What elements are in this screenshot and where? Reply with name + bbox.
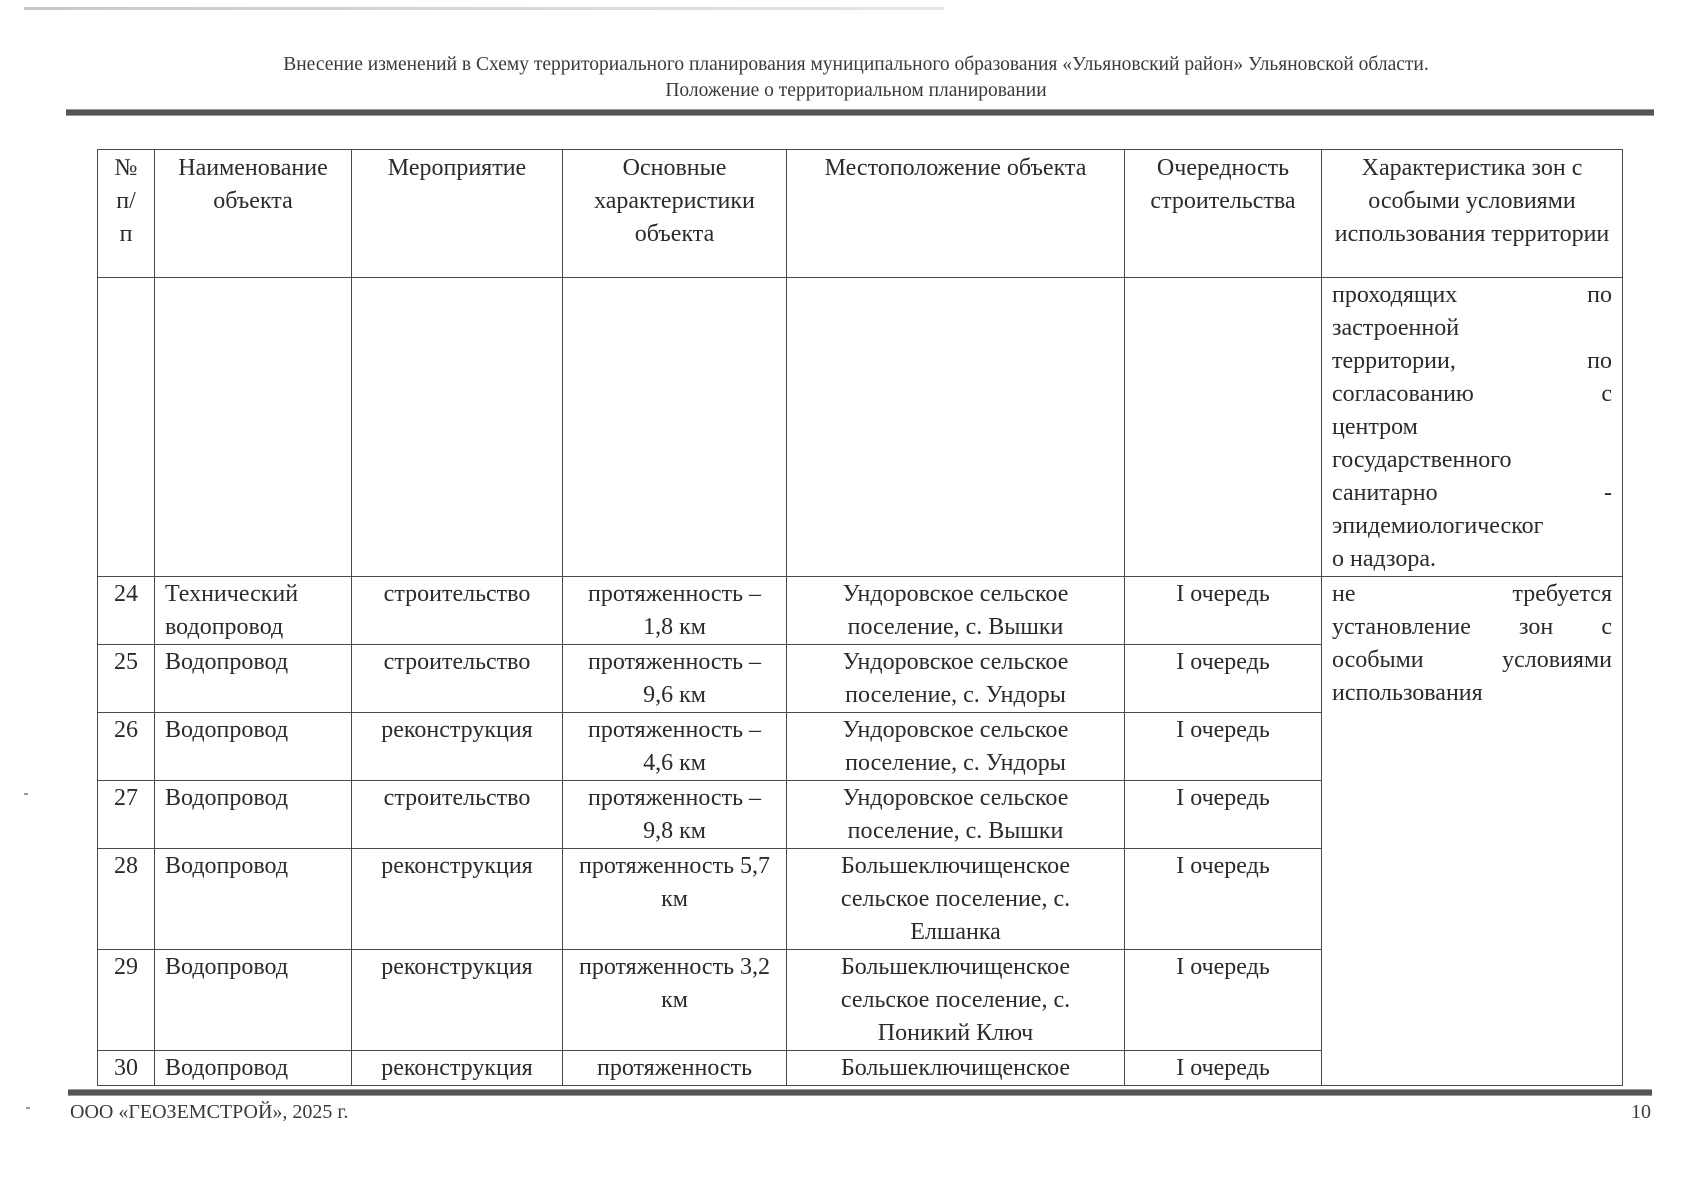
row-number: 25 (98, 645, 155, 713)
footer-company: ООО «ГЕОЗЕМСТРОЙ», 2025 г. (70, 1101, 349, 1123)
scan-edge-line (24, 7, 944, 10)
row-number: 26 (98, 713, 155, 781)
footer-rule (68, 1089, 1652, 1096)
empty-cell (563, 278, 787, 577)
object-name: Водопровод (155, 849, 352, 950)
object-name: Водопровод (155, 713, 352, 781)
header-title-line: Внесение изменений в Схему территориального планирования муниципального образования «Ульяновский район» Ульяновской области. (283, 54, 1429, 75)
object-action: реконструкция (352, 849, 563, 950)
col-header-action: Мероприятие (352, 150, 563, 278)
object-location: Большеключищенское сельское поселение, с. Елшанка (787, 849, 1125, 950)
zone-text-line: территории, по (1332, 348, 1612, 374)
object-name: Водопровод (155, 645, 352, 713)
object-queue: I очередь (1125, 781, 1322, 849)
object-name: Водопровод (155, 1051, 352, 1086)
zone-continuation-cell (1322, 278, 1623, 577)
object-characteristics: протяженность 3,2 км (563, 950, 787, 1051)
col-header-queue: Очередность строительства (1125, 150, 1322, 278)
zone-text-line: согласованию с (1332, 381, 1612, 407)
empty-cell (98, 278, 155, 577)
zone-text-line: застроенной (1332, 315, 1460, 341)
zone-note-line: особыми условиями (1332, 647, 1612, 673)
zone-text-line: центром (1332, 414, 1418, 440)
object-location: Ундоровское сельское поселение, с. Вышки (787, 781, 1125, 849)
col-header-characteristics: Основные характеристики объекта (563, 150, 787, 278)
object-characteristics: протяженность – 4,6 км (563, 713, 787, 781)
table-row-continuation (98, 278, 1623, 577)
object-queue: I очередь (1125, 849, 1322, 950)
object-queue: I очередь (1125, 645, 1322, 713)
object-location: Ундоровское сельское поселение, с. Вышки (787, 577, 1125, 645)
object-characteristics: протяженность 5,7 км (563, 849, 787, 950)
col-header-zones: Характеристика зон с особыми условиями использования территории (1322, 150, 1623, 278)
empty-cell (155, 278, 352, 577)
object-action: строительство (352, 781, 563, 849)
object-queue: I очередь (1125, 713, 1322, 781)
zone-note-line: использования (1332, 680, 1483, 706)
zone-note-cell (1322, 577, 1623, 1086)
object-name: Водопровод (155, 950, 352, 1051)
object-action: реконструкция (352, 950, 563, 1051)
empty-cell (787, 278, 1125, 577)
object-location: Большеключищенское сельское поселение, с. Поникий Ключ (787, 950, 1125, 1051)
object-action: реконструкция (352, 1051, 563, 1086)
zone-note-line: установление зон с (1332, 614, 1612, 640)
empty-cell (1125, 278, 1322, 577)
object-action: реконструкция (352, 713, 563, 781)
planning-objects-table (97, 149, 1623, 1086)
object-action: строительство (352, 577, 563, 645)
row-number: 29 (98, 950, 155, 1051)
empty-cell (352, 278, 563, 577)
scan-speck (26, 1107, 30, 1109)
row-number: 27 (98, 781, 155, 849)
object-characteristics: протяженность – 9,8 км (563, 781, 787, 849)
zone-note-line: не требуется (1332, 581, 1612, 607)
object-queue: I очередь (1125, 950, 1322, 1051)
document-header (66, 52, 1646, 104)
scan-speck (24, 793, 28, 795)
object-action: строительство (352, 645, 563, 713)
row-number: 24 (98, 577, 155, 645)
object-characteristics: протяженность – 1,8 км (563, 577, 787, 645)
table-row (98, 577, 1623, 645)
object-characteristics: протяженность (563, 1051, 787, 1086)
row-number: 28 (98, 849, 155, 950)
zone-text-line: проходящих по (1332, 282, 1612, 308)
col-header-number: № п/ п (98, 150, 155, 278)
col-header-location: Местоположение объекта (787, 150, 1125, 278)
header-rule (66, 109, 1654, 116)
object-location: Большеключищенское (787, 1051, 1125, 1086)
zone-text-line: государственного (1332, 447, 1512, 473)
object-location: Ундоровское сельское поселение, с. Ундоры (787, 645, 1125, 713)
table-header-row (98, 150, 1623, 278)
object-queue: I очередь (1125, 1051, 1322, 1086)
zone-text-line: эпидемиологическог (1332, 513, 1544, 539)
object-characteristics: протяженность – 9,6 км (563, 645, 787, 713)
object-queue: I очередь (1125, 577, 1322, 645)
footer-page-number: 10 (1631, 1101, 1651, 1123)
header-subtitle-line: Положение о территориальном планировании (665, 80, 1047, 101)
object-location: Ундоровское сельское поселение, с. Ундоры (787, 713, 1125, 781)
row-number: 30 (98, 1051, 155, 1086)
col-header-name: Наименование объекта (155, 150, 352, 278)
zone-text-line: о надзора. (1332, 546, 1436, 572)
object-name: Водопровод (155, 781, 352, 849)
object-name: Технический водопровод (155, 577, 352, 645)
zone-text-line: санитарно - (1332, 480, 1612, 506)
